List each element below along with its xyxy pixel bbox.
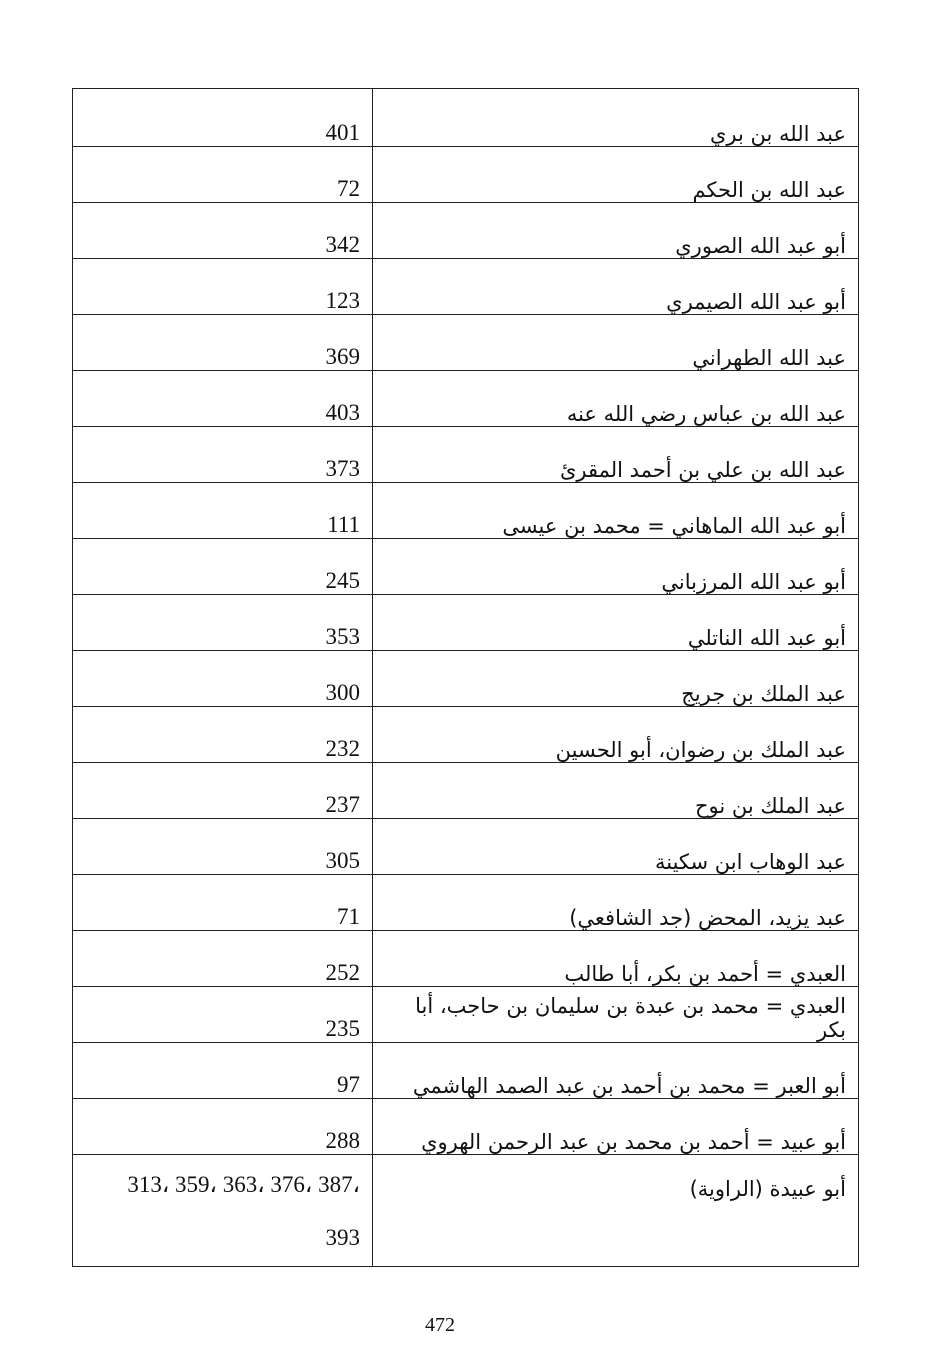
- table-row: [73, 539, 859, 595]
- table-row: [73, 483, 859, 539]
- page-references-cell: 71: [73, 875, 373, 931]
- table-row: [73, 1155, 859, 1267]
- index-name-cell: العبدي = محمد بن عبدة بن سليمان بن حاجب، أبا بكر: [373, 987, 859, 1043]
- index-name-cell: أبو العبر = محمد بن أحمد بن عبد الصمد الهاشمي: [373, 1043, 859, 1099]
- index-name-cell: أبو عبيدة (الراوية): [373, 1155, 859, 1267]
- index-name-cell: عبد الله الطهراني: [373, 315, 859, 371]
- page-references-cell: 403: [73, 371, 373, 427]
- page-references-cell: 342: [73, 203, 373, 259]
- table-row: [73, 259, 859, 315]
- table-row: [73, 203, 859, 259]
- page-references-cell: 369: [73, 315, 373, 371]
- index-name-cell: أبو عبد الله الصيمري: [373, 259, 859, 315]
- table-row: [73, 1043, 859, 1099]
- index-name-cell: عبد الملك بن جريج: [373, 651, 859, 707]
- page-references-cell: 305: [73, 819, 373, 875]
- page-references-cell: 123: [73, 259, 373, 315]
- table-row: [73, 875, 859, 931]
- index-name-cell: أبو عبد الله المرزباني: [373, 539, 859, 595]
- table-row: [73, 1099, 859, 1155]
- page-references-cell: 353: [73, 595, 373, 651]
- page-references-cell: 232: [73, 707, 373, 763]
- index-name-cell: عبد الوهاب ابن سكينة: [373, 819, 859, 875]
- table-row: [73, 427, 859, 483]
- index-name-cell: أبو عبد الله الناتلي: [373, 595, 859, 651]
- index-name-cell: عبد يزيد، المحض (جد الشافعي): [373, 875, 859, 931]
- index-name-cell: أبو عبد الله الصوري: [373, 203, 859, 259]
- page-number: 472: [425, 1314, 455, 1336]
- table-row: [73, 147, 859, 203]
- page-references-cell: [73, 1155, 373, 1267]
- table-row: [73, 371, 859, 427]
- index-table: [72, 88, 859, 1267]
- index-body: [73, 89, 859, 1267]
- page-references-cell: 252: [73, 931, 373, 987]
- page-references-cell: 72: [73, 147, 373, 203]
- page-references-cell: 300: [73, 651, 373, 707]
- page-references-line: 313، 359، 363، 376، 387،: [127, 1172, 360, 1197]
- table-row: [73, 651, 859, 707]
- table-row: [73, 315, 859, 371]
- table-row: [73, 89, 859, 147]
- page-references-line: 393: [325, 1225, 360, 1250]
- page-references-cell: 245: [73, 539, 373, 595]
- index-name-cell: عبد الله بن بري: [373, 89, 859, 147]
- page-references-cell: 237: [73, 763, 373, 819]
- table-row: [73, 763, 859, 819]
- table-row: [73, 987, 859, 1043]
- index-name-cell: عبد الله بن الحكم: [373, 147, 859, 203]
- page-references-cell: 373: [73, 427, 373, 483]
- table-row: [73, 707, 859, 763]
- table-row: [73, 819, 859, 875]
- index-name-cell: عبد الملك بن نوح: [373, 763, 859, 819]
- index-name-cell: أبو عبيد = أحمد بن محمد بن عبد الرحمن الهروي: [373, 1099, 859, 1155]
- table-row: [73, 931, 859, 987]
- page-references-cell: 288: [73, 1099, 373, 1155]
- index-name-cell: عبد الله بن عباس رضي الله عنه: [373, 371, 859, 427]
- index-name-cell: العبدي = أحمد بن بكر، أبا طالب: [373, 931, 859, 987]
- page-references-cell: 401: [73, 89, 373, 147]
- page-references-cell: 97: [73, 1043, 373, 1099]
- table-row: [73, 595, 859, 651]
- index-name-cell: أبو عبد الله الماهاني = محمد بن عيسى: [373, 483, 859, 539]
- page-references-cell: 235: [73, 987, 373, 1043]
- index-name-cell: عبد الملك بن رضوان، أبو الحسين: [373, 707, 859, 763]
- index-name-cell: عبد الله بن علي بن أحمد المقرئ: [373, 427, 859, 483]
- page-references-cell: 111: [73, 483, 373, 539]
